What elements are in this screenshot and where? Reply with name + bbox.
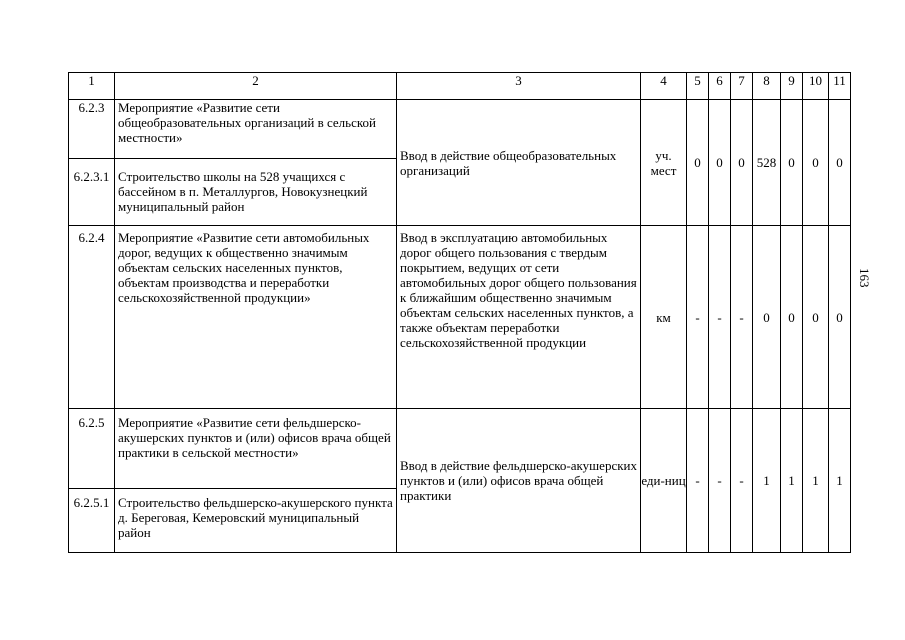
row-title: Мероприятие «Развитие сети автомобильных дорог, ведущих к общественно значимым объектам сельских населенных пунктов, объектам производства и переработки сельскохозяйственной продукции» xyxy=(115,226,397,409)
col-header-1: 1 xyxy=(69,73,115,100)
col-header-2: 2 xyxy=(115,73,397,100)
sub-row-title: Строительство школы на 528 учащихся с бассейном в п. Металлургов, Новокузнецкий муниципальный район xyxy=(115,159,397,226)
row-number: 6.2.3 xyxy=(69,100,115,159)
value-col-6: - xyxy=(709,226,731,409)
value-col-9: 1 xyxy=(781,409,803,553)
col-header-11: 11 xyxy=(829,73,851,100)
col-header-5: 5 xyxy=(687,73,709,100)
table-row xyxy=(69,409,851,489)
column-number-row xyxy=(69,73,851,100)
row-number: 6.2.4 xyxy=(69,226,115,409)
col-header-3: 3 xyxy=(397,73,641,100)
value-col-9: 0 xyxy=(781,226,803,409)
value-col-8: 528 xyxy=(753,100,781,226)
col-header-6: 6 xyxy=(709,73,731,100)
value-col-7: 0 xyxy=(731,100,753,226)
sub-row-title: Строительство фельдшерско-акушерского пункта д. Береговая, Кемеровский муниципальный район xyxy=(115,489,397,553)
col-header-4: 4 xyxy=(641,73,687,100)
indicator-cell: Ввод в действие общеобразовательных организаций xyxy=(397,100,641,226)
value-col-11: 0 xyxy=(829,100,851,226)
page-number: 163 xyxy=(857,268,872,288)
value-col-6: - xyxy=(709,409,731,553)
value-col-10: 0 xyxy=(803,100,829,226)
value-col-8: 1 xyxy=(753,409,781,553)
col-header-9: 9 xyxy=(781,73,803,100)
value-col-9: 0 xyxy=(781,100,803,226)
value-col-11: 0 xyxy=(829,226,851,409)
value-col-10: 0 xyxy=(803,226,829,409)
sub-row-number: 6.2.5.1 xyxy=(69,489,115,553)
value-col-7: - xyxy=(731,226,753,409)
value-col-11: 1 xyxy=(829,409,851,553)
value-col-6: 0 xyxy=(709,100,731,226)
row-title: Мероприятие «Развитие сети общеобразовательных организаций в сельской местности» xyxy=(115,100,397,159)
col-header-7: 7 xyxy=(731,73,753,100)
row-number: 6.2.5 xyxy=(69,409,115,489)
value-col-10: 1 xyxy=(803,409,829,553)
unit-cell: км xyxy=(641,226,687,409)
col-header-10: 10 xyxy=(803,73,829,100)
value-col-5: 0 xyxy=(687,100,709,226)
value-col-5: - xyxy=(687,226,709,409)
value-col-7: - xyxy=(731,409,753,553)
sub-row-number: 6.2.3.1 xyxy=(69,159,115,226)
indicator-cell: Ввод в эксплуатацию автомобильных дорог общего пользования с твердым покрытием, ведущих от сети автомобильных дорог общего пользования к ближайшим общественно значимым объектам сельских населенных пунктов, а также объектам переработки сельскохозяйственной продукции xyxy=(397,226,641,409)
value-col-8: 0 xyxy=(753,226,781,409)
indicators-table xyxy=(68,72,851,553)
table-row xyxy=(69,100,851,159)
table-row xyxy=(69,226,851,409)
unit-cell: уч. мест xyxy=(641,100,687,226)
value-col-5: - xyxy=(687,409,709,553)
unit-cell: еди-ниц xyxy=(641,409,687,553)
col-header-8: 8 xyxy=(753,73,781,100)
indicator-cell: Ввод в действие фельдшерско-акушерских пунктов и (или) офисов врача общей практики xyxy=(397,409,641,553)
row-title: Мероприятие «Развитие сети фельдшерско-акушерских пунктов и (или) офисов врача общей практики в сельской местности» xyxy=(115,409,397,489)
